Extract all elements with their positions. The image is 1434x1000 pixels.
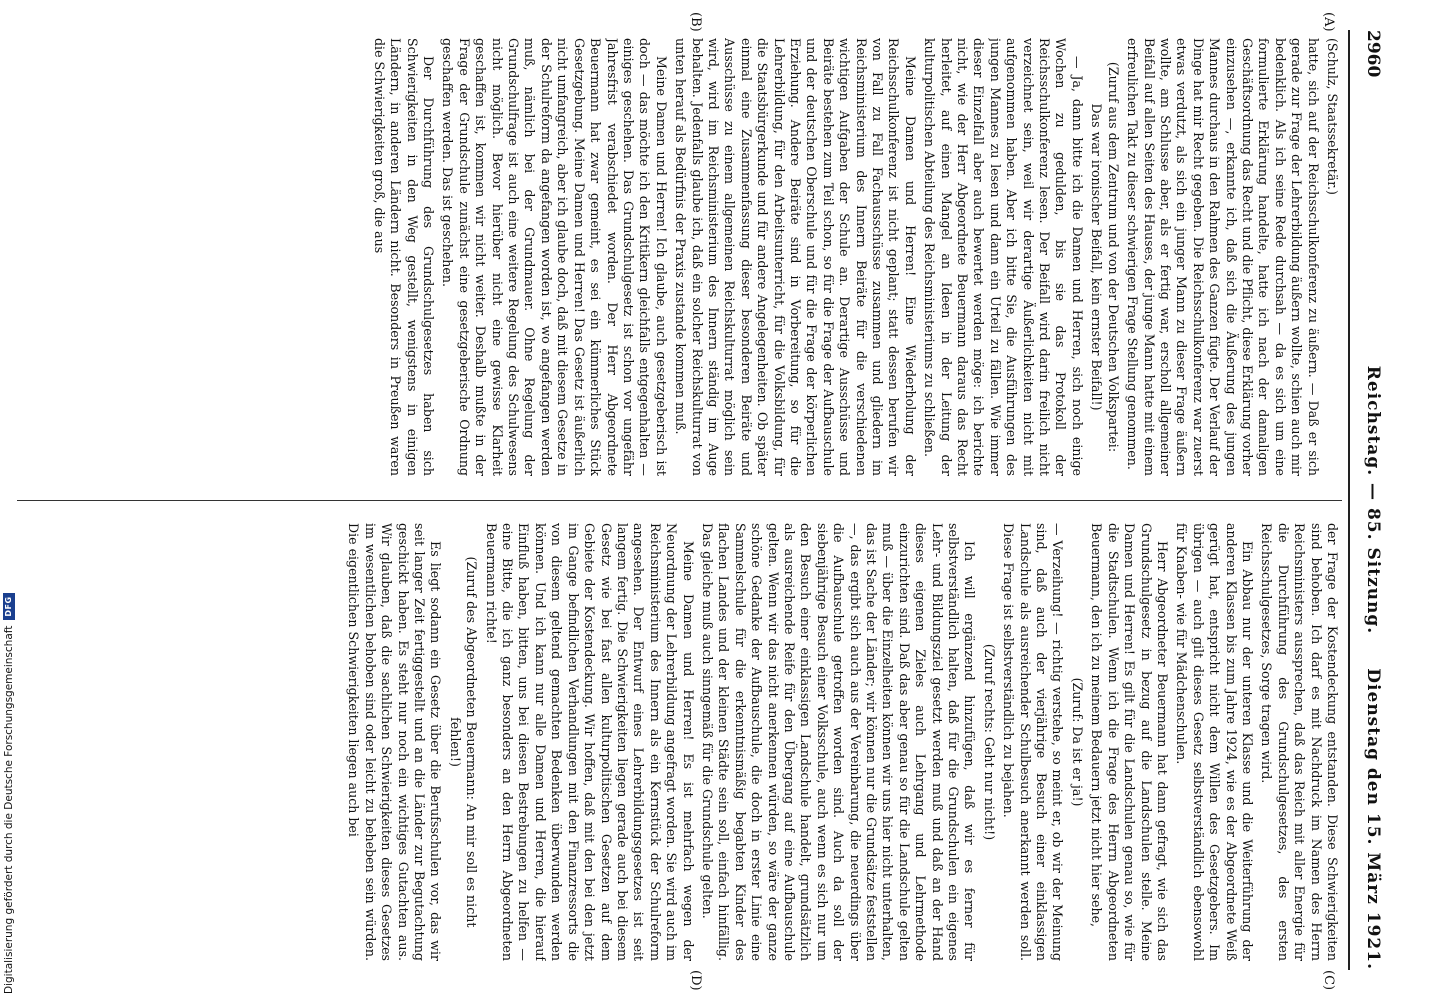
- right-text-column: [20, 523, 1340, 961]
- paragraph: Es liegt sodann ein Gesetz über die Berufsschulen vor, das wir seit langer Zeit fertiggestellt und an die Länder zur Begutachtung geschickt haben. Es steht nur noch ein wichtiges Gutachten aus. Wir glauben, daß die sachlichen Schwierigkeiten dieses Gesetzes im wesentlichen behoben sind oder leicht zu beheben sein würden. Die eigentlichen Schwierigkeiten liegen auch bei: [346, 523, 444, 961]
- session-date: Dienstag den 15. März 1921.: [1363, 668, 1383, 970]
- paragraph: Herr Abgeordneter Beuermann hat dann gefragt, wie sich das Grundschulgesetz in bezug auf die Landschulen stelle. Meine Damen und Herren! Es gilt für die Landschulen genau so, wie für die Stadtschulen. Wenn ich die Frage des Herrn Abgeordneten Beuermann, den ich zu meinem Bedauern jetzt nicht hier sehe,: [1089, 523, 1170, 961]
- paragraph: hatte, sich auf der Reichsschulkonferenz zu äußern. — Daß er sich gerade zur Frage der Lehrerbildung äußern wollte, schien auch mir bedenklich. Als ich seine Rede durchsah — da es sich um eine formulierte Erklärung handelte, hatte ich nach der damaligen Geschäftsordnung das Recht und die Pflicht, diese Erklärung vorher einzusehen —, erkannte ich, daß sich die Äußerung des jungen Mannes durchaus in den Rahmen des Ganzen fügte. Der Verlauf der Dinge hat mir Recht gegeben. Die Reichsschulkonferenz war zuerst etwas verdutzt, als sich ein junger Mann zu dieser Frage äußern wollte, am Schlusse aber, als er fertig war, erscholl allgemeiner Beifall auf allen Seiten des Hauses, der junge Mann hatte mit einem erfreulichen Takt zu dieser schwierigen Frage Stellung genommen.: [1125, 38, 1321, 476]
- dfg-logo: DFG: [3, 593, 15, 619]
- paragraph: — Verzeihung! — richtig verstehe, so meint er, ob wir der Meinung sind, daß auch der vierjährige Besuch einer einklassigen Landschule als ausreichender Schulbesuch anerkannt werden soll. Diese Frage ist selbstverständlich zu bejahen.: [1001, 523, 1066, 961]
- paragraph: Meine Damen und Herren! Eine Wiederholung der Reichsschulkonferenz ist nicht geplant; statt dessen berufen wir von Fall zu Fall Fachausschüsse zusammen und gliedern im Reichsministerium des Innern Beiräte für die verschiedenen wichtigen Aufgaben der Schule an. Derartige Ausschüsse und Beiräte bestehen zum Teil schon, so für die Frage der Aufbauschule und der deutschen Oberschule und für die Frage der körperlichen Erziehung. Andere Beiräte sind in Vorbereitung, so für die Lehrerbildung, für den Arbeitsunterricht, für die Volksbildung, für die Staatsbürgerkunde und für andere Angelegenheiten. Ob später einmal eine Zusammenfassung dieser besonderen Beiräte und Ausschüsse zu einem allgemeinen Reichskulturrat möglich sein wird, wird im Reichsministerium des Innern ständig im Auge behalten. Jedenfalls glaube ich, daß ein solcher Reichskulturrat von unten herauf als Bedürfnis der Praxis zustande kommen muß.: [673, 38, 918, 476]
- interjection: (Zuruf rechts: Geht nur nicht!): [981, 643, 997, 841]
- speaker-note: (Schulz, Staatssekretär.): [1325, 38, 1340, 195]
- column-divider: [17, 500, 1342, 501]
- paragraph: Meine Damen und Herren! Es ist mehrfach wegen der Neuordnung der Lehrerbildung angefragt worden. Sie wird auch im Reichsministerium des Innern als ein Kernstück der Schulreform angesehen. Der Entwurf eines Lehrerbildungsgesetzes ist seit langem fertig. Die Schwierigkeiten liegen gerade auch bei diesem Gesetz wie bei fast allen kulturpolitischen Gesetzen auf dem Gebiete der Kostendeckung. Wir hoffen, daß mit den bei den jetzt im Gange befindlichen Verhandlungen mit den Finanzressorts die von diesem geltend gemachten Bedenken überwunden werden können. Und ich kann nur alle Damen und Herren, die hierauf Einfluß haben, bitten, uns bei diesen Bestrebungen zu helfen — eine Bitte, die ich ganz besonders an den Herrn Abgeordneten Beuermann richte!: [483, 523, 696, 961]
- session-title: Reichstag. — 85. Sitzung.: [1363, 365, 1383, 635]
- paragraph: Der Durchführung des Grundschulgesetzes haben sich Schwierigkeiten in den Weg gestellt, wenigstens in einigen Ländern, in anderen Ländern nicht. Besonders in Preußen waren die Schwierigkeiten groß, die aus: [371, 38, 437, 476]
- interjection: (Zuruf aus dem Zentrum und von der Deutschen Volkspartei: Das war ironischer Beifall, kein ernster Beifall!): [1089, 61, 1121, 453]
- margin-marker-a: (A): [1321, 12, 1336, 32]
- margin-marker-b: (B): [688, 12, 703, 32]
- margin-marker-c: (C): [1321, 970, 1336, 991]
- credit-text: Digitalisierung gefördert durch die Deutsche Forschungsgemeinschaft: [3, 625, 15, 994]
- interjection: (Zuruf: Da ist er ja!): [1069, 677, 1085, 807]
- margin-marker-d: (D): [688, 970, 703, 991]
- page-number: 2960: [1363, 30, 1383, 78]
- interjection: (Zuruf des Abgeordneten Beuermann: An mir soll es nicht fehlen!): [447, 556, 480, 928]
- page-header: [1356, 30, 1390, 970]
- paragraph: Meine Damen und Herren! Ich glaube, auch gesetzgeberisch ist doch — das möchte ich den Kritikern gleichfalls entgegenhalten — einiges geschehen. Das Grundschulgesetz ist schon vor ungefähr Jahresfrist verabschiedet worden. Der Herr Abgeordnete Beuermann hat zwar gemeint, es sei ein kümmerliches Stück Gesetzgebung. Meine Damen und Herren! Das Gesetz ist äußerlich nicht umfangreich, aber ich glaube doch, daß mit diesem Gesetze in der Schulreform da angefangen worden ist, wo angefangen werden muß, nämlich bei der Grundmauer. Ohne Regelung der Grundschulfrage ist auch eine weitere Regelung des Schulwesens nicht möglich. Bevor hierüber nicht eine gewisse Klarheit geschaffen ist, kommen wir nicht weiter. Deshalb mußte in der Frage der Grundschule zunächst eine gesetzgeberische Ordnung geschaffen werden. Das ist geschehen.: [440, 38, 669, 476]
- left-text-column: [20, 38, 1340, 476]
- paragraph: Ein Abbau nur der unteren Klasse und die Weiterführung der anderen Klassen bis zum Jahre 1924, wie es der Abgeordnete Weiß gerügt hat, entspricht nicht dem Willen des Gesetzgebers. Im übrigen — auch gilt dieses Gesetz selbstverständlich ebensowohl für Knaben- wie für Mädchenschulen.: [1174, 523, 1255, 961]
- paragraph: — Ja, dann bitte ich die Damen und Herren, sich noch einige Wochen zu gedulden, bis sie das Protokoll der Reichsschulkonferenz lesen. Der Beifall wird darin freilich nicht verzeichnet sein, weil wir derartige Äußerlichkeiten nicht mit aufgenommen haben. Aber ich bitte Sie, die Ausführungen des jungen Mannes zu lesen und dann ein Urteil zu fällen. Wie immer dieser Einzelfall aber auch bewertet werden möge: ich berichte nicht, wie der Herr Abgeordnete Beuermann daraus das Recht herleitet, auf einen Mangel an Ideen in der Leitung der kulturpolitischen Abteilung des Reichsministeriums zu schließen.: [922, 38, 1085, 476]
- header-rule: [1348, 30, 1350, 970]
- paragraph: Ich will ergänzend hinzufügen, daß wir es ferner für selbstverständlich halten, daß für die Grundschulen ein eigenes Lehr- und Bildungsziel gesetzt werden muß und daß an der Hand dieses eigenen Zieles auch Lehrgang und Lehrmethode einzurichten sind. Daß das aber genau so für die Landschule gelten muß — über die Einzelheiten können wir uns hier nicht unterhalten, das ist Sache der Länder; wir können nur die Grundsätze feststellen —, das ergibt sich auch aus der Vereinbarung, die neuerdings über die Aufbauschule getroffen worden sind. Auch da soll der siebenjährige Besuch einer Volksschule, auch wenn es sich nur um den Besuch einer einklassigen Landschule handelt, grundsätzlich als ausreichende Reife für den Übergang auf eine Aufbauschule gelten. Wenn wir das nicht anerkennen würden, so wäre der ganze schöne Gedanke der Aufbauschule, die doch in erster Linie eine Sammelschule für die erkenntnismäßig begabten Kinder des flachen Landes und der kleinen Städte sein soll, einfach hinfällig. Das gleiche muß auch sinngemäß für die Grundschule gelten.: [699, 523, 978, 961]
- digitization-credit: [0, 0, 18, 1000]
- paragraph: der Frage der Kostendeckung entstanden. Diese Schwierigkeiten sind behoben. Ich darf es mit Nachdruck im Namen des Herrn Reichsministers aussprechen, daß das Reich mit aller Energie für die Durchführung des Grundschulgesetzes, des ersten Reichsschulgesetzes, Sorge tragen wird.: [1259, 523, 1340, 961]
